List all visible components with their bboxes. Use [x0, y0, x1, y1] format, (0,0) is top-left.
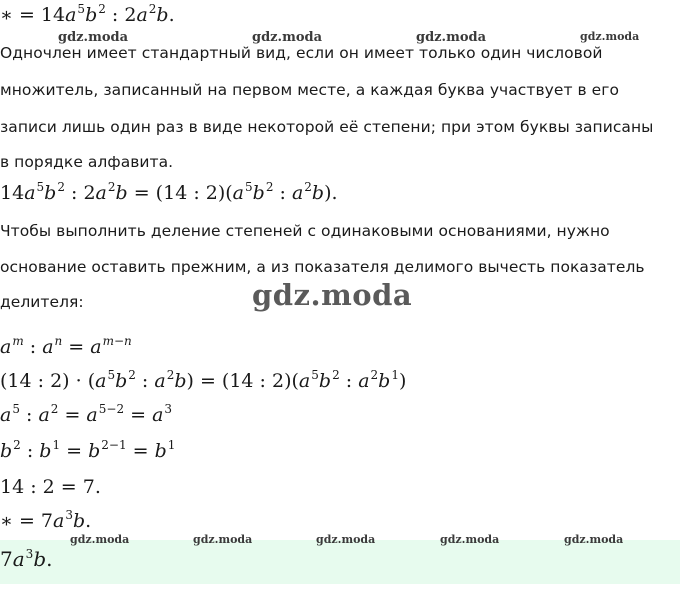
- answer-box: [0, 540, 680, 584]
- formula-division-grouping: $14a^5b^2$ : $2a^2b = (14$ : $2)(a^5b^2$ : $a^2b$).: [0, 180, 338, 204]
- formula-result: ∗ = $7a^3b$.: [0, 508, 92, 532]
- paragraph-line: Чтобы выполнить деление степеней с одинаковыми основаниями, нужно: [0, 222, 610, 240]
- formula-a-division: $a^5$ : $a^2 = a^{5-2} = a^3$: [0, 402, 173, 426]
- watermark: gdz.moda: [58, 30, 129, 45]
- paragraph-line: множитель, записанный на первом месте, а каждая буква участвует в его: [0, 81, 619, 99]
- watermark: gdz.moda: [416, 30, 487, 45]
- formula-star-expression: ∗ = $14a^5b^2$ : $2a^2b$.: [0, 2, 175, 26]
- watermark: gdz.moda: [440, 533, 500, 546]
- paragraph-line: основание оставить прежним, а из показателя делимого вычесть показатель: [0, 258, 645, 276]
- paragraph-line: в порядке алфавита.: [0, 153, 174, 171]
- formula-number-division: 14 : 2 = 7.: [0, 476, 101, 498]
- formula-power-rule: $a^m$ : $a^n = a^{m-n}$: [0, 334, 132, 358]
- watermark: gdz.moda: [70, 533, 130, 546]
- watermark: gdz.moda: [252, 30, 323, 45]
- watermark: gdz.moda: [193, 533, 253, 546]
- formula-b-division: $b^2$ : $b^1 = b^{2-1} = b^1$: [0, 438, 176, 462]
- final-answer: $7a^3b$.: [0, 547, 53, 571]
- watermark: gdz.moda: [316, 533, 376, 546]
- formula-expanded-division: (14 : $2) \cdot (a^5b^2$ : $a^2b) = (14$ : $2)(a^5b^2$ : $a^2b^1$): [0, 368, 407, 392]
- watermark: gdz.moda: [564, 533, 624, 546]
- paragraph-line: делителя:: [0, 293, 84, 311]
- watermark-large: gdz.moda: [252, 278, 413, 312]
- paragraph-line: записи лишь один раз в виде некоторой её степени; при этом буквы записаны: [0, 118, 654, 136]
- paragraph-line: Одночлен имеет стандартный вид, если он имеет только один числовой: [0, 44, 603, 62]
- watermark: gdz.moda: [580, 30, 640, 43]
